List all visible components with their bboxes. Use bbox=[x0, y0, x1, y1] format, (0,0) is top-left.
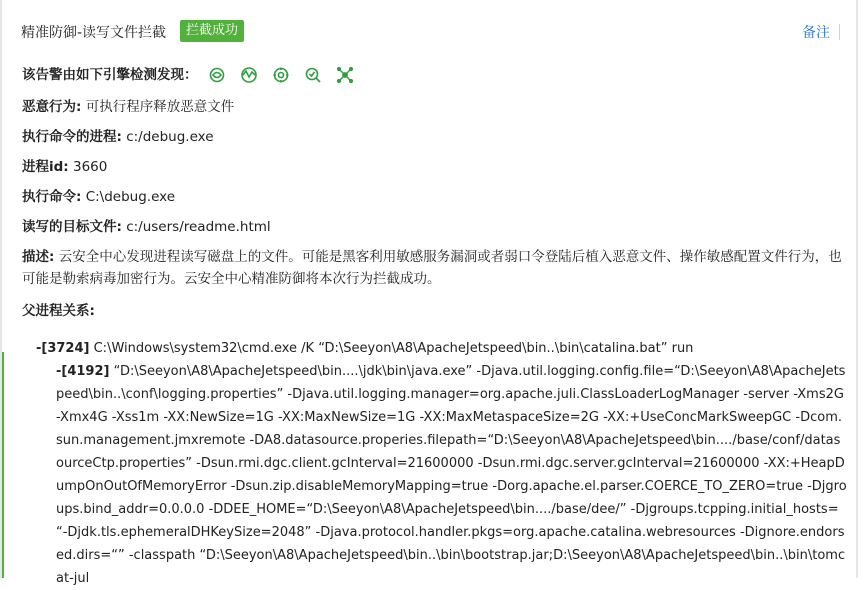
child-command: “D:\Seeyon\A8\ApacheJetspeed\bin....\jdk\bin\java.exe” -Djava.util.logging.config.file=“D:\Seeyon\A8\ApacheJetspeed\bin..\conf\logging.properties” -Djava.util.logging.manager=org.apache.juli.ClassLoaderLogManager -server -Xms2G -Xmx4G -Xss1m -XX:NewSize=1G -XX:MaxNewSize=1G -XX:MaxMetaspaceSize=2G -XX:+UseConcMarkSweepGC -Dcom.sun.management.jmxremote -DA8.datasource.properies.filepath=“D:\Seeyon\A8\ApacheJetspeed\bin..../base/conf/datasourceCtp.properties” -Dsun.rmi.dgc.client.gcInterval=21600000 -Dsun.rmi.dgc.server.gcInterval=21600000 -XX:+HeapDumpOnOutOfMemoryError -Dsun.zip.disableMemoryMapping=true -Dorg.apache.el.parser.COERCE_TO_ZERO=true -Djgroups.bind_addr=0.0.0.0 -DDEE_HOME=“D:\Seeyon\A8\ApacheJetspeed\bin..../base/dee/” -Djgroups.tcpping.initial_hosts= “-Djdk.tls.ephemeralDHKeySize=2048” -Djava.protocol.handler.pkgs=org.apache.catalina.webresources -Dignore.endorsed.dirs=“” -classpath “D:\Seeyon\A8\ApacheJetspeed\bin..\bin\bootstrap.jar;D:\Seeyon\A8\ApacheJetspeed\bin..\bin\tomcat-jul bbox=[56, 364, 847, 586]
command-value: C:\debug.exe bbox=[85, 189, 176, 205]
description-text: 云安全中心发现进程读写磁盘上的文件。可能是黑客利用敏感服务漏洞或者弱口令登陆后植入恶意文件、操作敏感配置文件行为，也可能是勒索病毒加密行为。云安全中心精准防御将本次行为拦截成功。 bbox=[22, 249, 842, 287]
engine-c-icon[interactable] bbox=[270, 64, 292, 86]
status-badge: 拦截成功 bbox=[180, 20, 244, 42]
engine-b-icon[interactable] bbox=[238, 64, 260, 86]
alert-header bbox=[2, 0, 856, 64]
engine-row bbox=[22, 64, 356, 86]
root-command: C:\Windows\system32\cmd.exe /K “D:\Seeyon\A8\ApacheJetspeed\bin..\bin\catalina.bat” run bbox=[93, 341, 694, 356]
target-row bbox=[22, 217, 271, 237]
header-divider bbox=[839, 24, 840, 40]
description-label: 描述: bbox=[22, 249, 55, 265]
root-process bbox=[36, 337, 848, 360]
engine-e-icon[interactable] bbox=[334, 64, 356, 86]
parent-section-title bbox=[22, 301, 95, 321]
behavior-label: 恶意行为: bbox=[22, 99, 82, 115]
root-pid: -[3724] bbox=[36, 341, 90, 356]
parent-label: 父进程关系: bbox=[22, 303, 95, 319]
engine-d-icon[interactable] bbox=[302, 64, 324, 86]
accent-bar bbox=[2, 352, 4, 578]
alert-title: 精准防御-读写文件拦截 bbox=[21, 25, 167, 41]
child-process bbox=[36, 360, 848, 590]
process-row bbox=[22, 127, 214, 147]
engine-a-icon[interactable] bbox=[206, 64, 228, 86]
target-label: 读写的目标文件: bbox=[22, 219, 122, 235]
pid-row bbox=[22, 157, 107, 177]
behavior-value: 可执行程序释放恶意文件 bbox=[85, 99, 235, 115]
behavior-row bbox=[22, 97, 234, 117]
engine-icons bbox=[206, 64, 356, 86]
pid-value: 3660 bbox=[73, 159, 108, 175]
command-label: 执行命令: bbox=[22, 189, 82, 205]
command-row bbox=[22, 187, 175, 207]
pid-label: 进程id: bbox=[22, 159, 69, 175]
note-link[interactable]: 备注 bbox=[802, 25, 830, 41]
process-tree bbox=[36, 337, 848, 590]
process-label: 执行命令的进程: bbox=[22, 129, 122, 145]
child-pid: -[4192] bbox=[56, 364, 110, 379]
engine-label: 该告警由如下引擎检测发现： bbox=[22, 67, 198, 83]
description bbox=[22, 246, 842, 290]
target-value: c:/users/readme.html bbox=[126, 219, 271, 235]
process-value: c:/debug.exe bbox=[126, 129, 214, 145]
